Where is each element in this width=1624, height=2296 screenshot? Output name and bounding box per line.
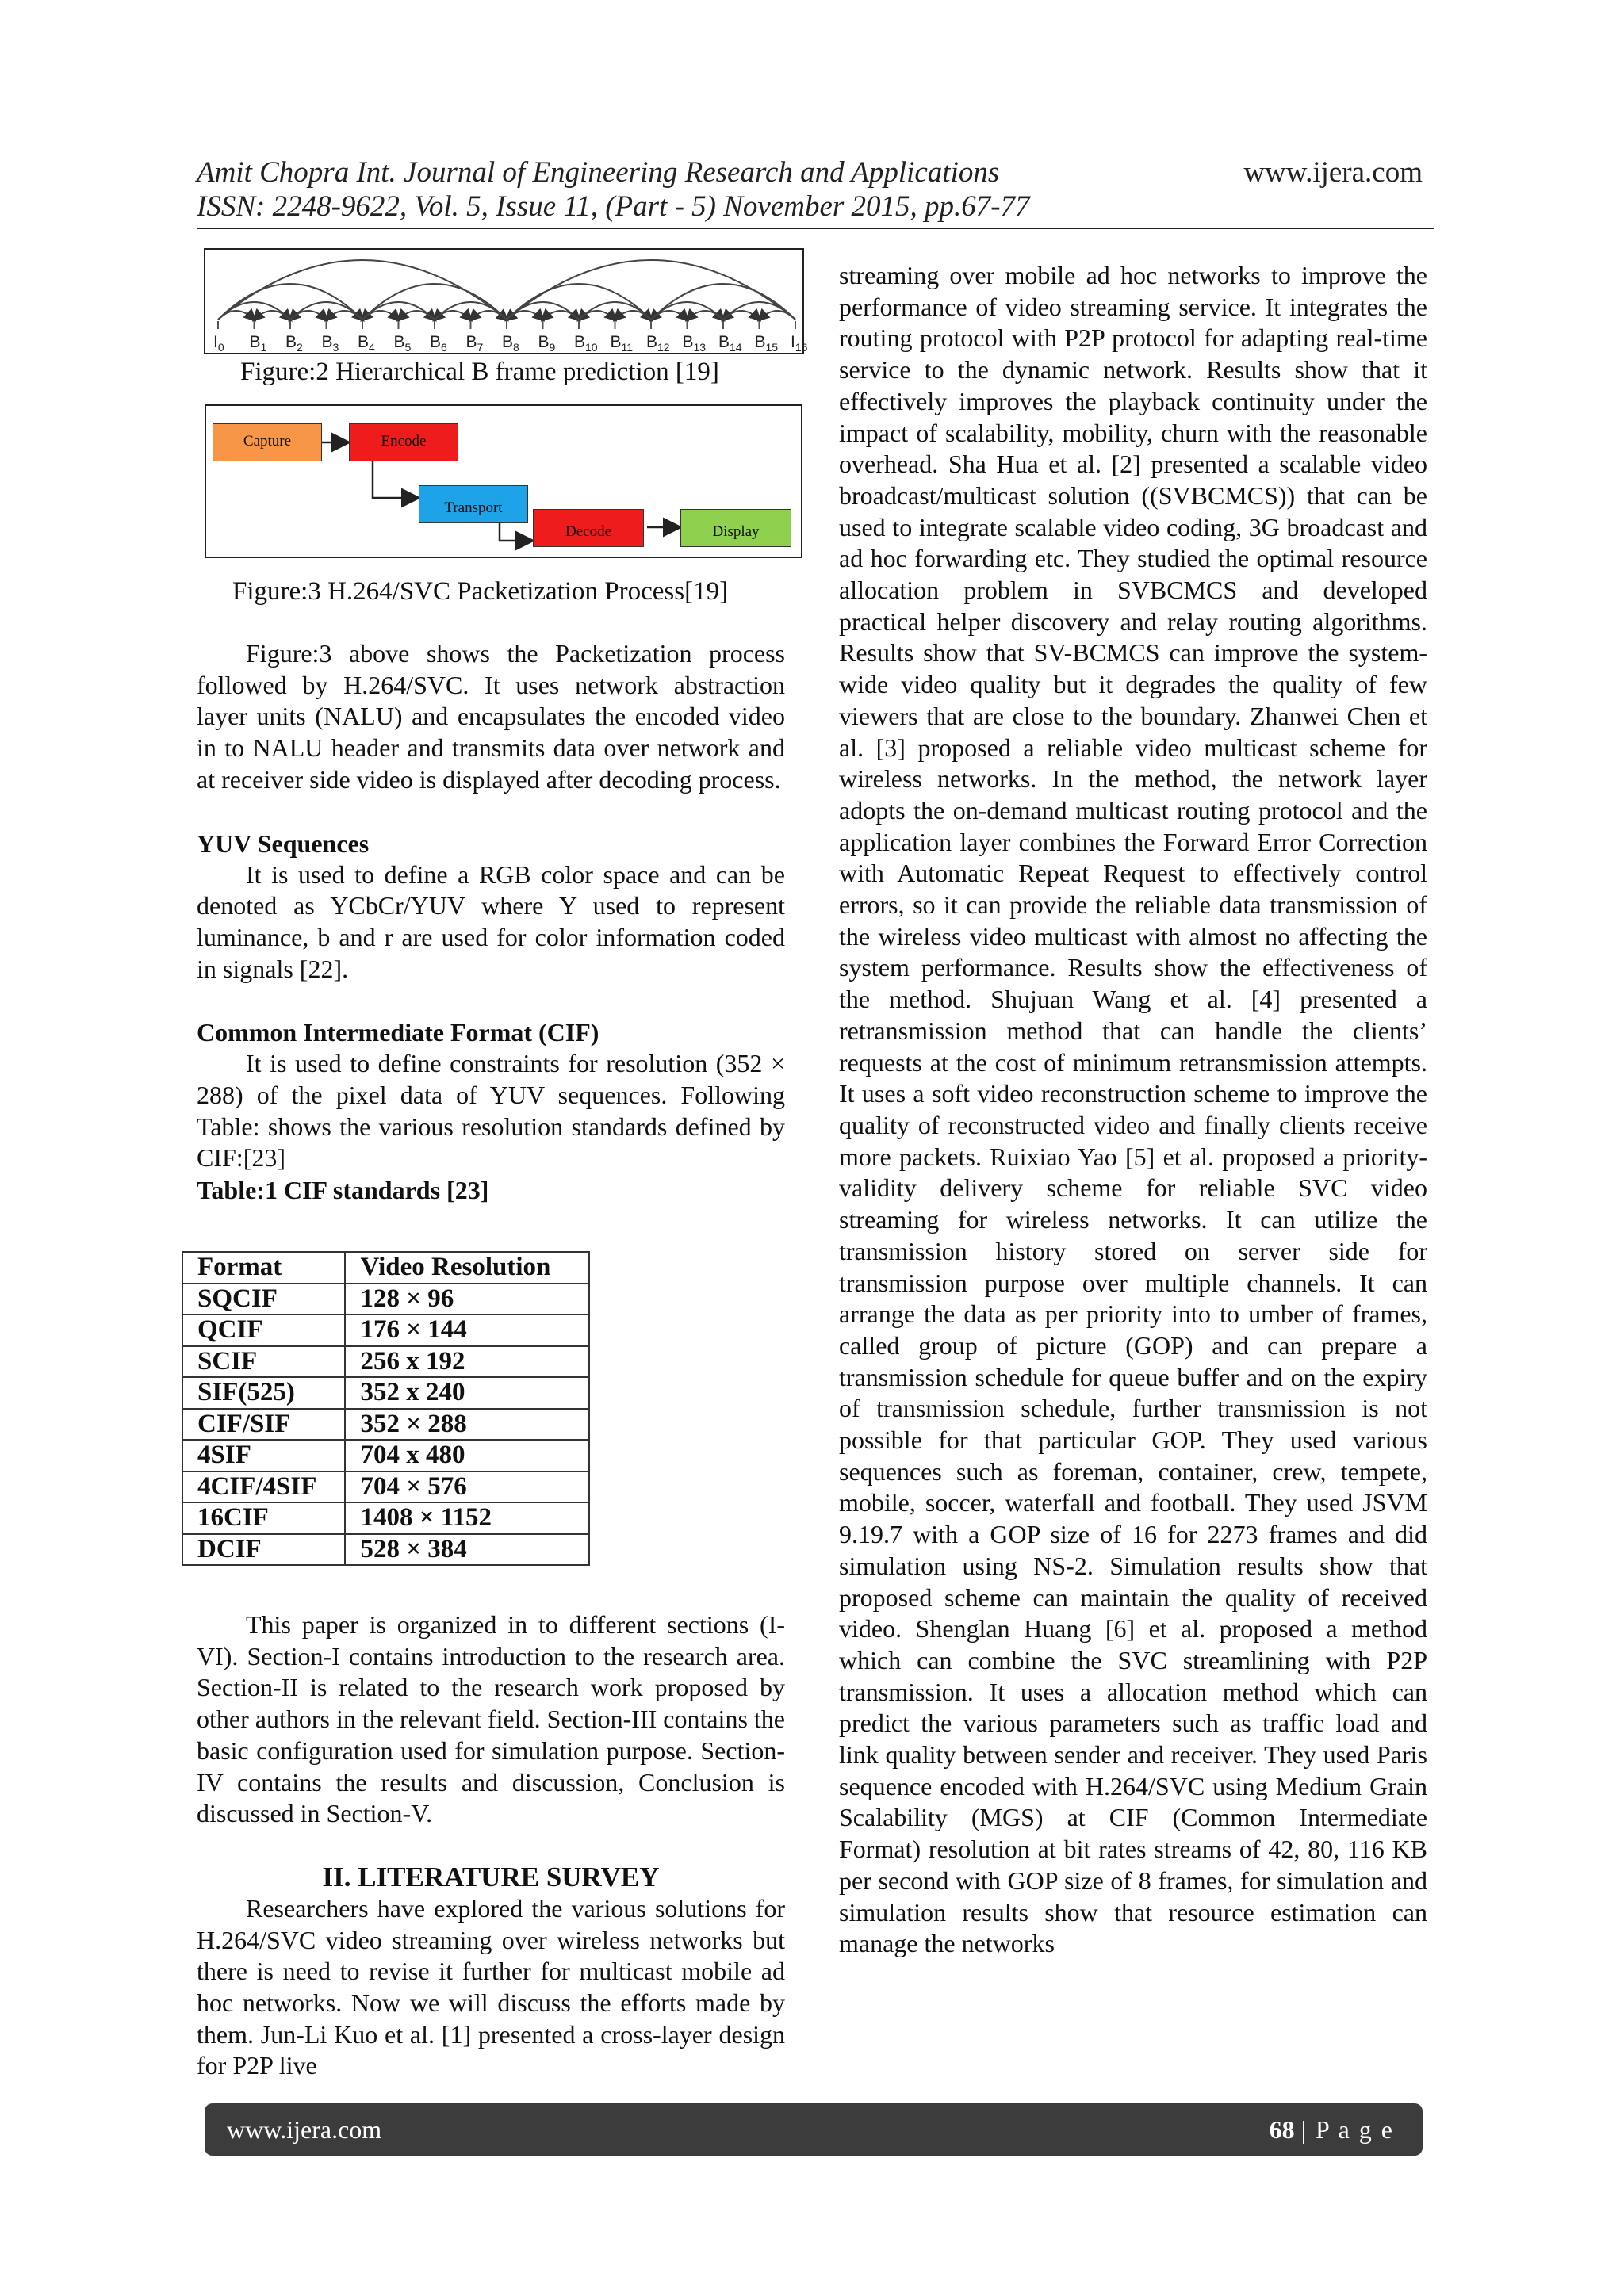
figure3-caption: Figure:3 H.264/SVC Packetization Process[19]: [232, 577, 729, 606]
frame-label: $B_4$: [358, 333, 375, 354]
footer-page: [1270, 2103, 1394, 2156]
resolution-cell: 704 x 480: [345, 1440, 589, 1471]
table-row: [182, 1409, 589, 1441]
frame-label: $B_{10}$: [574, 333, 598, 354]
prediction-arc: [218, 311, 255, 320]
header-rule: [197, 228, 1434, 229]
frame-label: $B_2$: [285, 333, 303, 354]
prediction-arc: [362, 284, 507, 320]
prediction-arc: [760, 311, 796, 320]
display-box: Display: [680, 509, 791, 547]
organization-paragraph: This paper is organized in to different sections (I-VI). Section-I contains introduction to the research area. Section-II is related to the research work proposed by other authors in the relevant field. Section-III contains the basic configuration used for simulation purpose. Section-IV contains the results and discussion, Conclusion is discussed in Section-V.: [197, 1610, 785, 1828]
table-row: [182, 1284, 589, 1315]
prediction-arc: [579, 302, 651, 320]
prediction-arc: [507, 311, 543, 320]
format-cell: QCIF: [182, 1314, 345, 1346]
yuv-heading: YUV Sequences: [197, 828, 370, 858]
packetization-paragraph: Figure:3 above shows the Packetization process followed by H.264/SVC. It uses network abstraction layer units (NALU) and encapsulates the encoded video in to NALU header and transmits data over network and at receiver side video is displayed after decoding process.: [197, 639, 785, 794]
cif-heading: Common Intermediate Format (CIF): [197, 1018, 599, 1047]
format-cell: SCIF: [182, 1346, 345, 1378]
prediction-arc: [543, 311, 580, 320]
frame-label: $B_{12}$: [646, 333, 670, 354]
resolution-cell: 352 × 288: [345, 1409, 589, 1441]
footer-website[interactable]: www.ijera.com: [227, 2115, 382, 2144]
figure2-caption: Figure:2 Hierarchical B frame prediction [19]: [240, 358, 719, 386]
journal-title: Amit Chopra Int. Journal of Engineering Research and Applications: [197, 156, 1000, 189]
format-cell: SQCIF: [182, 1284, 345, 1315]
resolution-cell: 176 × 144: [345, 1314, 589, 1346]
prediction-arc: [615, 311, 652, 320]
prediction-arc: [290, 311, 327, 320]
prediction-arc: [723, 311, 760, 320]
frame-label: $B_9$: [538, 333, 556, 354]
format-cell: 4CIF/4SIF: [182, 1471, 345, 1503]
journal-website: www.ijera.com: [1243, 156, 1423, 189]
section-title: LITERATURE SURVEY: [358, 1861, 660, 1892]
prediction-arc: [218, 284, 362, 320]
prediction-arc: [327, 311, 363, 320]
prediction-arc: [651, 284, 795, 320]
prediction-arc: [507, 302, 579, 320]
prediction-arc: [290, 302, 362, 320]
resolution-cell: 704 × 576: [345, 1471, 589, 1503]
frame-label: $B_8$: [502, 333, 519, 354]
cif-paragraph: It is used to define constraints for resolution (352 × 288) of the pixel data of YUV sequences. Following Table: shows the various resolution standards defined by CIF:[23]: [197, 1049, 785, 1173]
frame-label: $I_0$: [213, 333, 224, 354]
table-title: Table:1 CIF standards [23]: [197, 1176, 489, 1205]
frame-label: $B_{13}$: [682, 333, 707, 354]
format-cell: 4SIF: [182, 1440, 345, 1471]
issn-line: ISSN: 2248-9622, Vol. 5, Issue 11, (Part - 5) November 2015, pp.67-77: [197, 190, 1030, 223]
resolution-cell: 1408 × 1152: [345, 1502, 589, 1534]
section-heading: [197, 1862, 785, 1893]
prediction-arc: [723, 302, 795, 320]
prediction-arc: [362, 311, 399, 320]
figure2-diagram: [205, 250, 808, 354]
format-cell: 16CIF: [182, 1502, 345, 1534]
figure3-packetization: [205, 404, 802, 558]
prediction-arc: [218, 302, 290, 320]
page-label: | P a g e: [1300, 2115, 1394, 2144]
prediction-arc: [579, 311, 615, 320]
table-row: [182, 1534, 589, 1566]
table-row: [182, 1346, 589, 1378]
decode-box: Decode: [533, 509, 644, 547]
prediction-arc: [435, 311, 471, 320]
literature-paragraph: Researchers have explored the various solutions for H.264/SVC video streaming over wireless networks but there is need to revise it further for multicast mobile ad hoc networks. Now we will discuss the efforts made by them. Jun-Li Kuo et al. [1] presented a cross-layer design for P2P live: [197, 1893, 785, 2080]
prediction-arc: [362, 302, 435, 320]
frame-label: $I_{16}$: [791, 333, 808, 354]
left-column-lower: [197, 1609, 785, 2082]
frame-label: $B_5$: [393, 333, 412, 354]
right-column: [839, 260, 1427, 1960]
format-cell: CIF/SIF: [182, 1409, 345, 1441]
frame-label: $B_7$: [465, 333, 484, 354]
figure2-hierarchical-b-frames: [204, 248, 808, 354]
resolution-cell: 352 x 240: [345, 1377, 589, 1409]
page-number: 68: [1269, 2115, 1295, 2144]
prediction-arc: [651, 302, 723, 320]
frame-label: $B_1$: [249, 333, 267, 354]
frame-label: $B_{15}$: [754, 333, 779, 354]
table-row: [182, 1502, 589, 1534]
frame-label: $B_3$: [321, 333, 339, 354]
resolution-cell: 528 × 384: [345, 1534, 589, 1566]
table-row: [182, 1471, 589, 1503]
frame-label: $B_{14}$: [718, 333, 742, 354]
prediction-arc: [507, 284, 651, 320]
table-header-row: [182, 1252, 589, 1284]
format-cell: DCIF: [182, 1534, 345, 1566]
format-cell: SIF(525): [182, 1377, 345, 1409]
table-header-cell: Format: [182, 1252, 345, 1284]
section-number: II.: [322, 1861, 351, 1892]
prediction-arc: [255, 311, 291, 320]
frame-label: $B_6$: [430, 333, 447, 354]
encode-box: Encode: [349, 423, 458, 461]
cif-standards-table: [182, 1251, 590, 1566]
table-row: [182, 1314, 589, 1346]
literature-continued: streaming over mobile ad hoc networks to improve the performance of video streaming service. It integrates the routing protocol with P2P protocol for adapting real-time service to the dynamic network. Results show that it effectively improves the playback continuity under the impact of scalability, mobility, churn with the reasonable overhead. Sha Hua et al. [2] presented a scalable video broadcast/multicast solution ((SVBCMCS)) that can be used to integrate scalable video coding, 3G broadcast and ad hoc forwarding etc. They studied the optimal resource allocation problem in SVBCMCS and developed practical helper discovery and relay routing algorithms. Results show that SV-BCMCS can improve the system-wide video quality but it degrades the quality of few viewers that are close to the boundary. Zhanwei Chen et al. [3] proposed a reliable video multicast scheme for wireless networks. In the method, the network layer adopts the on-demand multicast routing protocol and the application layer combines the Forward Error Correction with Automatic Repeat Request to effectively control errors, so it can provide the reliable data transmission of the wireless video multicast with almost no affecting the system performance. Results show the effectiveness of the method. Shujuan Wang et al. [4] presented a retransmission method that can handle the clients’ requests at the cost of minimum retransmission attempts. It uses a soft video reconstruction scheme to improve the quality of reconstructed video and finally clients receive more packets. Ruixiao Yao [5] et al. proposed a priority-validity delivery scheme for reliable SVC video streaming for wireless networks. It can utilize the transmission history stored on server side for transmission purpose over multiple channels. It can arrange the data as per priority into to umber of frames, called group of picture (GOP) and can prepare a transmission schedule for queue buffer and on the expiry of transmission schedule, further transmission is not possible for that particular GOP. They used various sequences such as foreman, container, crew, tempete, mobile, soccer, waterfall and football. They used JSVM 9.19.7 with a GOP size of 16 for 2273 frames and did simulation using NS-2. Simulation results show that proposed scheme can maintain the quality of received video. Shenglan Huang [6] et al. proposed a method which can combine the SVC streamlining with P2P transmission. It uses a allocation method which can predict the various parameters such as traffic load and link quality between sender and receiver. They used Paris sequence encoded with H.264/SVC using Medium Grain Scalability (MGS) at CIF (Common Intermediate Format) resolution at bit rates streams of 42, 80, 116 KB per second with GOP size of 8 frames, for simulation and simulation results show that resource estimation can manage the networks: [839, 261, 1427, 1958]
page-footer: [205, 2103, 1423, 2156]
table-row: [182, 1440, 589, 1471]
table-row: [182, 1377, 589, 1409]
transport-box: Transport: [419, 485, 528, 523]
yuv-paragraph: It is used to define a RGB color space and can be denoted as YCbCr/YUV where Y used to represent luminance, b and r are used for color information coded in signals [22].: [197, 859, 785, 983]
prediction-arc: [471, 311, 508, 320]
prediction-arc: [651, 311, 688, 320]
resolution-cell: 256 x 192: [345, 1346, 589, 1378]
frame-label: $B_{11}$: [610, 333, 634, 354]
capture-box: Capture: [213, 423, 322, 461]
left-column: [197, 638, 785, 1206]
prediction-arc: [399, 311, 435, 320]
resolution-cell: 128 × 96: [345, 1284, 589, 1315]
prediction-arc: [435, 302, 507, 320]
table-header-cell: Video Resolution: [345, 1252, 589, 1284]
prediction-arc: [688, 311, 724, 320]
